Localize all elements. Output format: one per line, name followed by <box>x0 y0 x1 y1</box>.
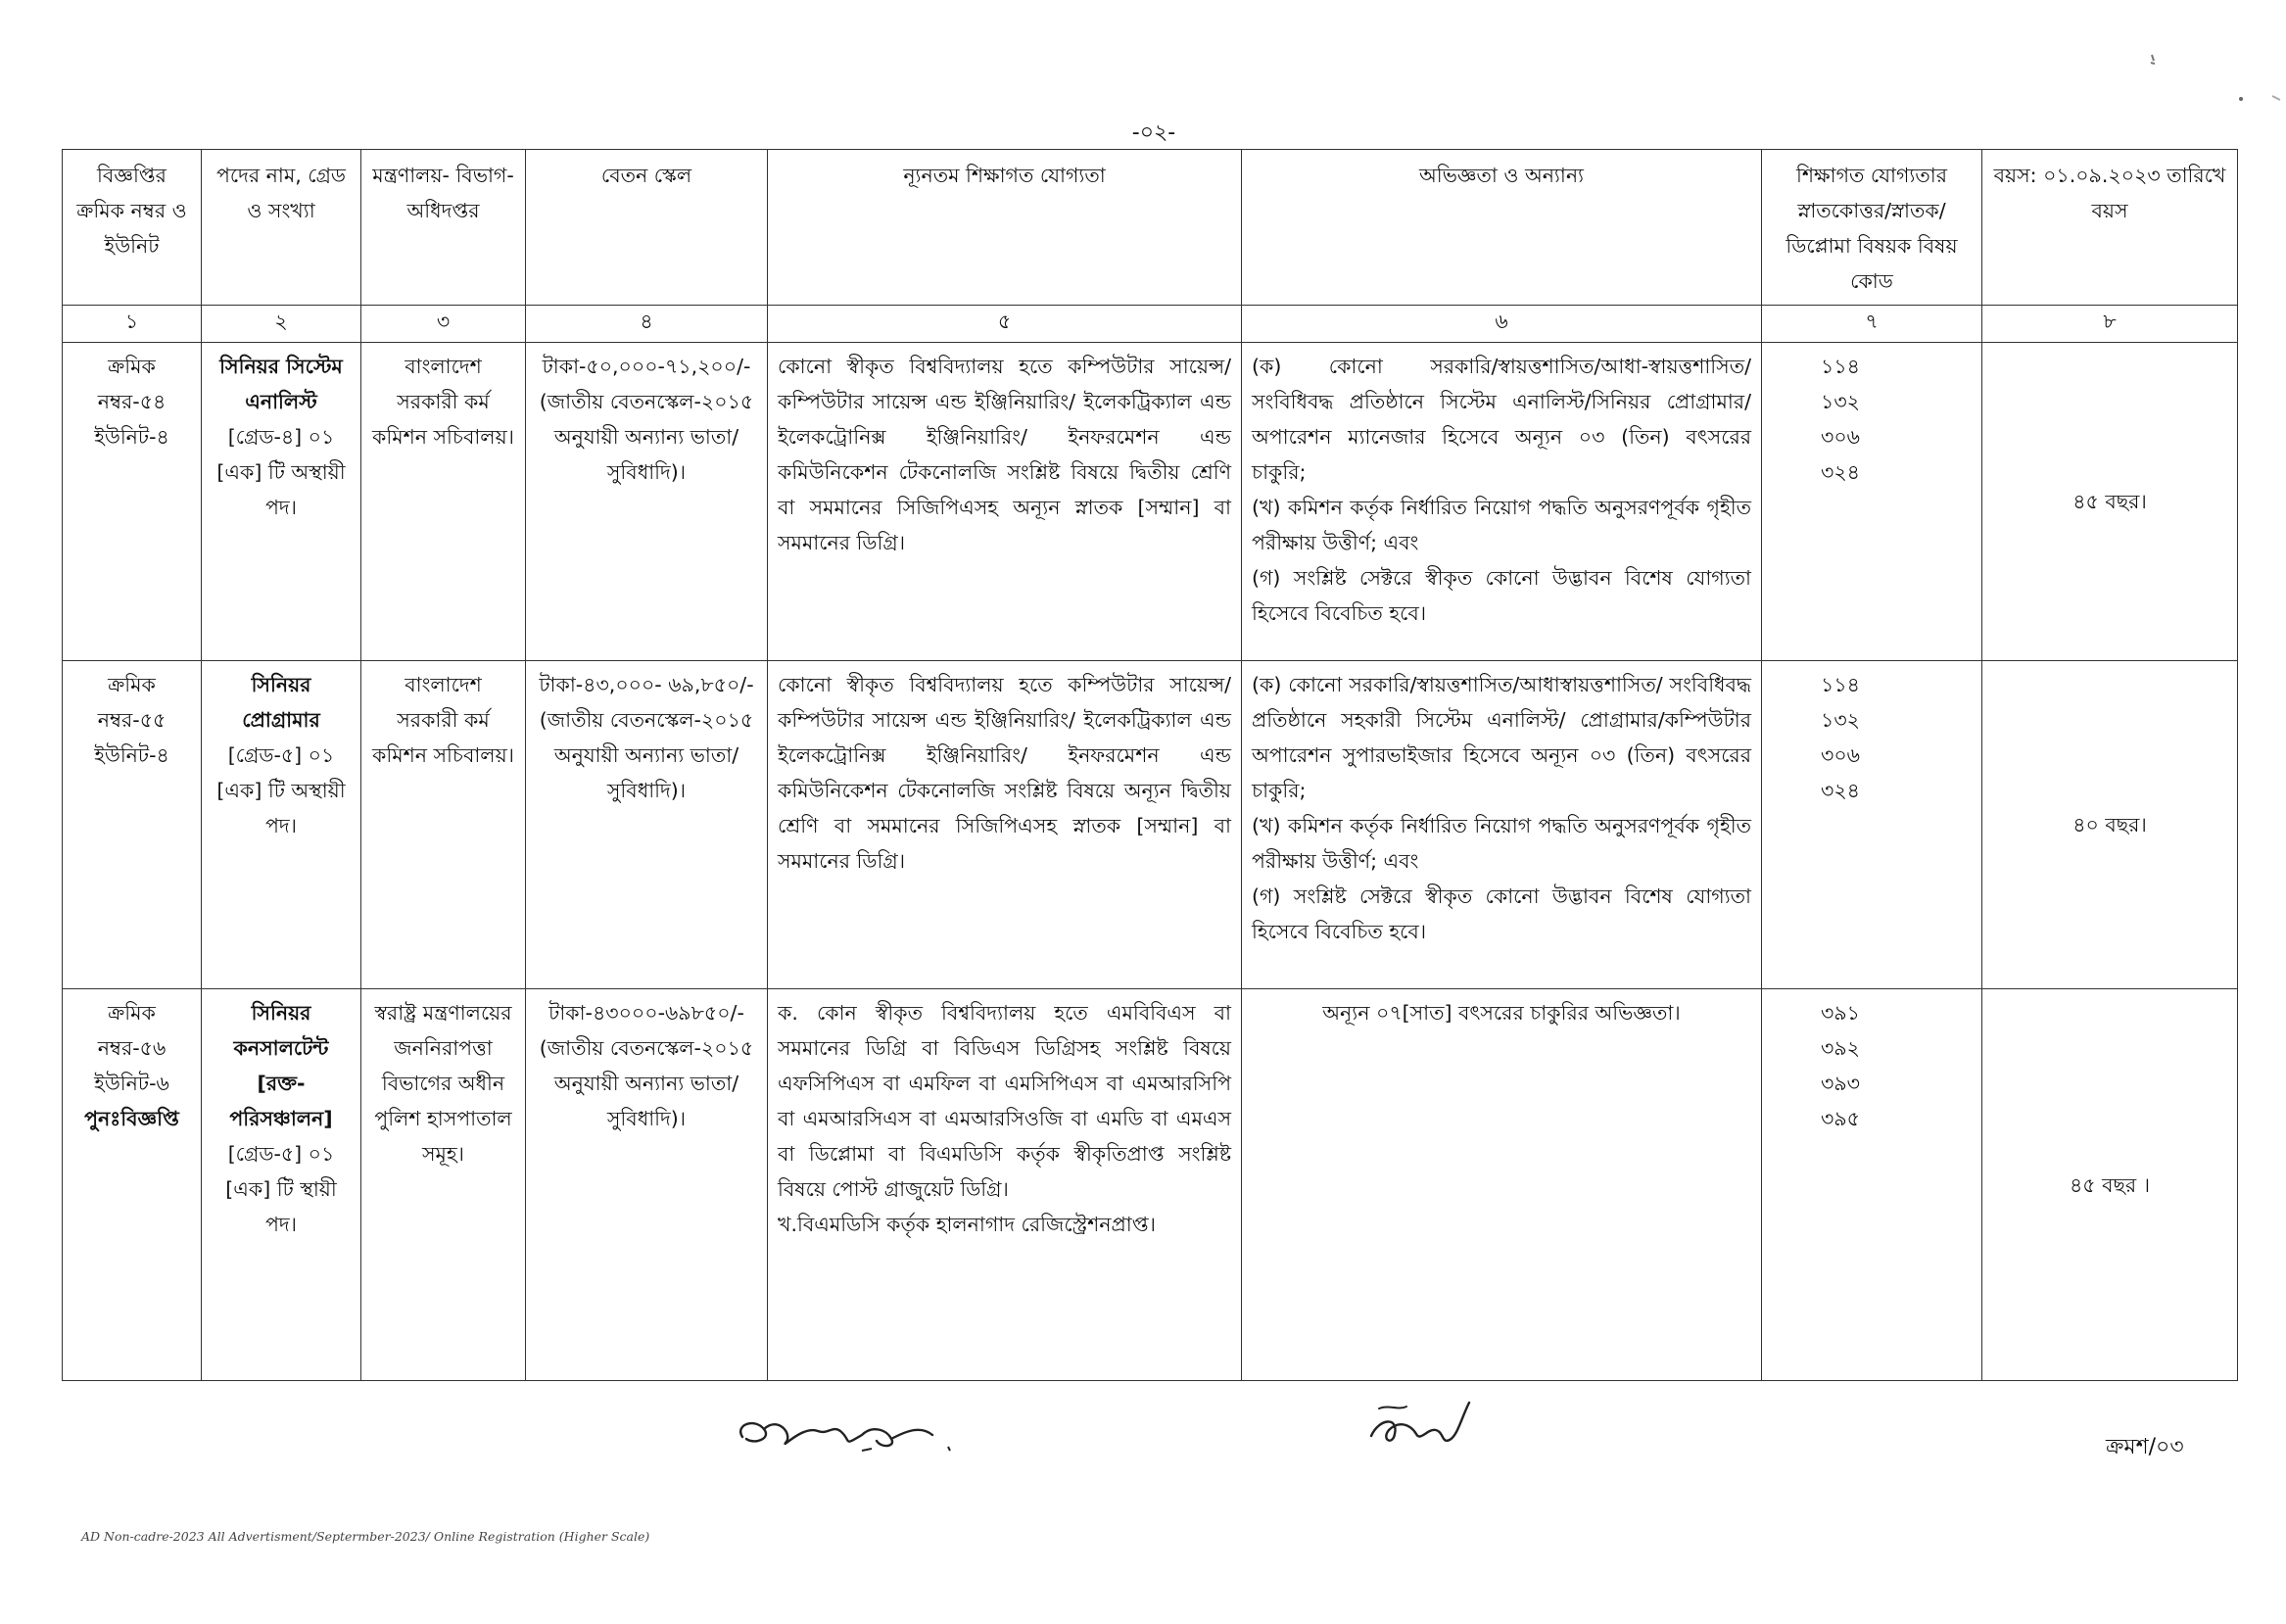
subject-code: ৩০৬ <box>1821 743 1860 767</box>
qualification-cell <box>768 343 1242 661</box>
subject-code: ৩৯১ <box>1821 1001 1860 1025</box>
post-cell <box>202 343 361 661</box>
serial-text: ক্রমিক নম্বর-৫৫ ইউনিট-৪ <box>94 673 169 767</box>
ministry-cell: বাংলাদেশ সরকারী কর্ম কমিশন সচিবালয়। <box>361 661 526 989</box>
re-advertisement-label: পুনঃবিজ্ঞপ্তি <box>84 1107 179 1130</box>
post-details: [গ্রেড-৫] ০১ [এক] টি অস্থায়ী পদ। <box>216 743 346 837</box>
serial-cell <box>63 989 202 1381</box>
qualification-text: কোনো স্বীকৃত বিশ্ববিদ্যালয় হতে কম্পিউটার সায়েন্স/ কম্পিউটার সায়েন্স এন্ড ইঞ্জিনিয়ারিং/ ইলেকট্রিক্যাল এন্ড ইলেকট্রোনিক্স ইঞ্জিনিয়ারিং/ ইনফরমেশন এন্ড কমিউনিকেশন টেকনোলজি সংশ্লিষ্ট বিষয়ে অন্যূন দ্বিতীয় শ্রেণি বা সমমানের সিজিপিএসহ স্নাতক [সম্মান] বা সমমানের ডিগ্রি। <box>778 673 1231 873</box>
experience-item: (গ) সংশ্লিষ্ট সেক্টরে স্বীকৃত কোনো উদ্ভাবন বিশেষ যোগ্যতা হিসেবে বিবেচিত হবে। <box>1252 566 1751 625</box>
subject-code: ৩২৪ <box>1821 779 1860 802</box>
header-row <box>63 150 2238 306</box>
experience-item: (ক) কোনো সরকারি/স্বায়ত্তশাসিত/আধাস্বায়ত্তশাসিত/ সংবিধিবদ্ধ প্রতিষ্ঠানে সহকারী সিস্টেম এনালিস্ট/ প্রোগ্রামার/কম্পিউটার অপারেশন সুপারভাইজার হিসেবে অন্যূন ০৩ (তিন) বৎসরের চাকুরি; <box>1252 673 1751 802</box>
header-post-name: পদের নাম, গ্রেড ও সংখ্যা <box>202 150 361 306</box>
post-cell <box>202 989 361 1381</box>
column-number-row <box>63 306 2238 343</box>
column-number: ১ <box>63 306 202 343</box>
subject-code: ৩৯২ <box>1821 1036 1860 1060</box>
header-subject-code: শিক্ষাগত যোগ্যতার স্নাতকোত্তর/স্নাতক/ ডিপ্লোমা বিষয়ক বিষয় কোড <box>1762 150 1982 306</box>
experience-item: (ক) কোনো সরকারি/স্বায়ত্তশাসিত/আধা-স্বায়ত্তশাসিত/ সংবিধিবদ্ধ প্রতিষ্ঠানে সিস্টেম এনালিস্ট/সিনিয়র প্রোগ্রামার/অপারেশন ম্যানেজার হিসেবে অন্যূন ০৩ (তিন) বৎসরের চাকুরি; <box>1252 355 1751 484</box>
pay-scale-cell: টাকা-৫০,০০০-৭১,২০০/- (জাতীয় বেতনস্কেল-২০১৫ অনুযায়ী অন্যান্য ভাতা/সুবিধাদি)। <box>526 343 768 661</box>
ministry-cell: স্বরাষ্ট্র মন্ত্রণালয়ের জননিরাপত্তা বিভাগের অধীন পুলিশ হাসপাতাল সমূহ। <box>361 989 526 1381</box>
serial-cell <box>63 661 202 989</box>
age-cell: ৪৫ বছর । <box>1982 989 2238 1381</box>
subject-code: ৩৯৩ <box>1821 1072 1860 1095</box>
signature-right <box>1359 1389 1487 1467</box>
signature-left <box>725 1396 979 1464</box>
column-number: ৪ <box>526 306 768 343</box>
subject-code-cell <box>1762 989 1982 1381</box>
qualification-text: কোনো স্বীকৃত বিশ্ববিদ্যালয় হতে কম্পিউটার সায়েন্স/ কম্পিউটার সায়েন্স এন্ড ইঞ্জিনিয়ারিং/ ইলেকট্রিক্যাল এন্ড ইলেকট্রোনিক্স ইঞ্জিনিয়ারিং/ ইনফরমেশন এন্ড কমিউনিকেশন টেকনোলজি সংশ্লিষ্ট বিষয়ে দ্বিতীয় শ্রেণি বা সমমানের সিজিপিএসহ অন্যূন স্নাতক [সম্মান] বা সমমানের ডিগ্রি। <box>778 355 1231 554</box>
column-number: ৮ <box>1982 306 2238 343</box>
post-details: [গ্রেড-৪] ০১ [এক] টি অস্থায়ী পদ। <box>216 425 346 519</box>
pay-scale-cell: টাকা-৪৩০০০-৬৯৮৫০/- (জাতীয় বেতনস্কেল-২০১৫ অনুযায়ী অন্যান্য ভাতা/সুবিধাদি)। <box>526 989 768 1381</box>
column-number: ৭ <box>1762 306 1982 343</box>
table-row <box>63 661 2238 989</box>
qualification-text: ক. কোন স্বীকৃত বিশ্ববিদ্যালয় হতে এমবিবিএস বা সমমানের ডিগ্রি বা বিডিএস ডিগ্রিসহ সংশ্লিষ্ট বিষয়ে এফসিপিএস বা এমফিল বা এমসিপিএস বা এমআরসিপি বা এমআরসিএস বা এমআরসিওজি বা এমডি বা এমএস বা ডিপ্লোমা বা বিএমডিসি কর্তৃক স্বীকৃতিপ্রাপ্ত সংশ্লিষ্ট বিষয়ে পোস্ট গ্রাজুয়েট ডিগ্রি। <box>778 1001 1231 1201</box>
header-ministry: মন্ত্রণালয়- বিভাগ- অধিদপ্তর <box>361 150 526 306</box>
qualification-cell <box>768 989 1242 1381</box>
subject-code-cell <box>1762 661 1982 989</box>
continuation-note: ক্রমশ/০৩ <box>2106 1435 2184 1459</box>
column-number: ৫ <box>768 306 1242 343</box>
subject-code: ১৩২ <box>1821 708 1860 732</box>
table-row <box>63 343 2238 661</box>
header-serial: বিজ্ঞপ্তির ক্রমিক নম্বর ও ইউনিট <box>63 150 202 306</box>
age-cell: ৪৫ বছর। <box>1982 343 2238 661</box>
post-details: [গ্রেড-৫] ০১ [এক] টি স্থায়ী পদ। <box>225 1142 337 1236</box>
age-cell: ৪০ বছর। <box>1982 661 2238 989</box>
subject-code: ১১৪ <box>1821 673 1860 696</box>
subject-code: ৩৯৫ <box>1821 1107 1860 1130</box>
serial-text: ক্রমিক নম্বর-৫৬ ইউনিট-৬ <box>94 1001 169 1095</box>
serial-cell <box>63 343 202 661</box>
experience-cell <box>1242 343 1762 661</box>
subject-code: ৩২৪ <box>1821 460 1860 484</box>
post-name: সিনিয়র কনসালটেন্ট [রক্ত- পরিসঞ্চালন] <box>229 1001 333 1130</box>
subject-code: ৩০৬ <box>1821 425 1860 449</box>
subject-code: ১৩২ <box>1821 390 1860 413</box>
column-number: ৬ <box>1242 306 1762 343</box>
table-row <box>63 989 2238 1381</box>
experience-item: (খ) কমিশন কর্তৃক নির্ধারিত নিয়োগ পদ্ধতি অনুসরণপূর্বক গৃহীত পরীক্ষায় উত্তীর্ণ; এবং <box>1252 496 1751 554</box>
vacancy-table <box>62 149 2238 1381</box>
subject-code-cell <box>1762 343 1982 661</box>
serial-text: ক্রমিক নম্বর-৫৪ ইউনিট-৪ <box>94 355 169 449</box>
experience-item: (খ) কমিশন কর্তৃক নির্ধারিত নিয়োগ পদ্ধতি অনুসরণপূর্বক গৃহীত পরীক্ষায় উত্তীর্ণ; এবং <box>1252 814 1751 873</box>
experience-cell <box>1242 989 1762 1381</box>
experience-cell <box>1242 661 1762 989</box>
post-name: সিনিয়র প্রোগ্রামার <box>242 673 320 732</box>
header-pay-scale: বেতন স্কেল <box>526 150 768 306</box>
experience-item: (গ) সংশ্লিষ্ট সেক্টরে স্বীকৃত কোনো উদ্ভাবন বিশেষ যোগ্যতা হিসেবে বিবেচিত হবে। <box>1252 884 1751 943</box>
footer-note: AD Non-cadre-2023 All Advertisment/Septermber-2023/ Online Registration (Higher Scale) <box>81 1529 650 1544</box>
header-age: বয়স: ০১.০৯.২০২৩ তারিখে বয়স <box>1982 150 2238 306</box>
qualification-cell <box>768 661 1242 989</box>
post-name: সিনিয়র সিস্টেম এনালিস্ট <box>219 355 343 413</box>
header-qualification: ন্যূনতম শিক্ষাগত যোগ্যতা <box>768 150 1242 306</box>
pay-scale-cell: টাকা-৪৩,০০০- ৬৯,৮৫০/- (জাতীয় বেতনস্কেল-২০১৫ অনুযায়ী অন্যান্য ভাতা/সুবিধাদি)। <box>526 661 768 989</box>
header-experience: অভিজ্ঞতা ও অন্যান্য <box>1242 150 1762 306</box>
qualification-text: খ.বিএমডিসি কর্তৃক হালনাগাদ রেজিস্ট্রেশনপ্রাপ্ত। <box>778 1213 1156 1236</box>
page-number: -০২- <box>1131 120 1176 145</box>
ministry-cell: বাংলাদেশ সরকারী কর্ম কমিশন সচিবালয়। <box>361 343 526 661</box>
column-number: ৩ <box>361 306 526 343</box>
column-number: ২ <box>202 306 361 343</box>
subject-code: ১১৪ <box>1821 355 1860 378</box>
post-cell <box>202 661 361 989</box>
experience-item: অন্যূন ০৭[সাত] বৎসরের চাকুরির অভিজ্ঞতা। <box>1322 1001 1681 1025</box>
